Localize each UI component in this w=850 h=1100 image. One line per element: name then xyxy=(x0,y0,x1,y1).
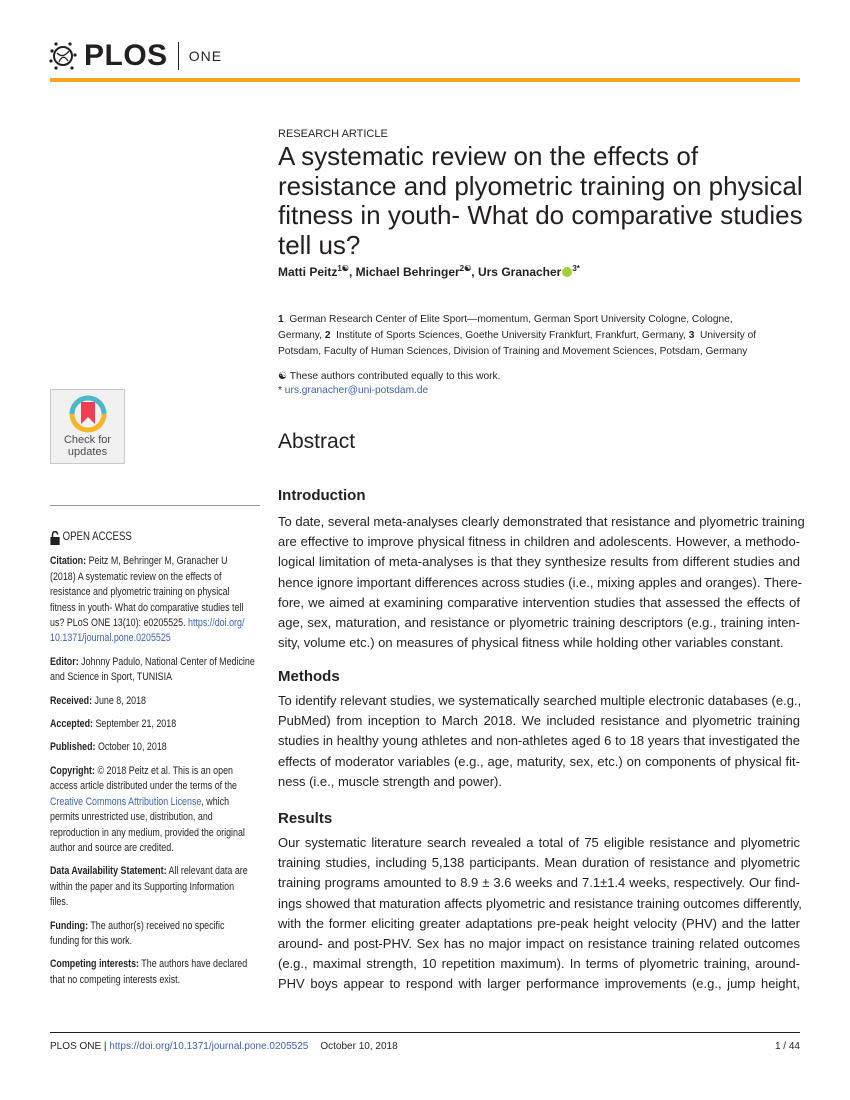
paragraph-line: effects of moderator variables (e.g., age, maturity, sex, etc.) on components of physical fit- xyxy=(278,753,800,769)
paragraph-line: PHV boys appear to respond with larger performance improvements (e.g., jump height, xyxy=(278,976,800,992)
paragraph-line: with the former eliciting greater adaptations pre-peak height velocity (PHV) and the latter xyxy=(278,915,800,931)
text: All relevant data are xyxy=(166,865,248,878)
author-name[interactable]: Urs Granacher xyxy=(477,265,562,279)
text: that no competing interests exist. xyxy=(50,973,181,986)
paragraph-line: hence ignore important differences across studies (i.e., mixing apples and oranges). There- xyxy=(278,574,803,590)
text: fitness in youth- What do comparative studies tell xyxy=(50,601,244,614)
text: reproduction in any medium, provided the original xyxy=(50,826,245,839)
text: access article distributed under the terms of the xyxy=(50,780,237,793)
link[interactable]: 10.1371/journal.pone.0205525 xyxy=(50,632,171,645)
paragraph-line: studies in healthy young athletes and non-athletes aged 6 to 18 years that investigated the xyxy=(278,733,800,749)
text-line xyxy=(50,841,260,856)
badge-line: Check for xyxy=(63,434,112,446)
paragraph-line: around- and post-PHV. Sex has no major impact on resistance training related outcomes xyxy=(278,936,800,952)
open-access-label xyxy=(50,530,260,545)
section-heading: Results xyxy=(278,810,333,827)
affiliations xyxy=(278,312,808,360)
bold-label: 3 xyxy=(688,330,695,341)
plos-one-logo xyxy=(48,36,222,76)
text: funding for this work. xyxy=(50,934,133,947)
article-type: RESEARCH ARTICLE xyxy=(278,128,388,140)
text-line xyxy=(50,895,260,910)
logo-subtext: ONE xyxy=(188,48,223,64)
paragraph-line: To identify relevant studies, we systematically searched multiple electronic databases (e.g., xyxy=(278,693,802,708)
text-line xyxy=(50,670,260,685)
text: Peitz M, Behringer M, Granacher U xyxy=(86,555,228,568)
text: resistance and plyometric training on physical xyxy=(50,586,230,599)
page-number: 1 / 44 xyxy=(774,1041,800,1052)
text-line xyxy=(50,585,260,600)
bold-label: 1 xyxy=(278,314,284,325)
text: © 2018 Peitz et al. This is an open xyxy=(94,764,233,777)
orcid-icon[interactable] xyxy=(562,267,572,277)
text-line xyxy=(50,919,260,934)
bold-label: Received: xyxy=(50,694,93,707)
text-line xyxy=(50,570,260,585)
text: Germany, xyxy=(278,330,325,341)
article-info-sidebar xyxy=(50,530,260,996)
text-line xyxy=(278,344,808,360)
sidebar-info-block xyxy=(50,554,260,646)
bold-label: Editor: xyxy=(50,655,79,668)
text: University of xyxy=(694,330,757,341)
text: October 10, 2018 xyxy=(95,741,167,754)
paragraph-line: sity, volume etc.) on measures of physical fitness while holding other variables constant. xyxy=(278,635,784,651)
paragraph-line: (e.g., maximal strength, 10 repetition maximum). In terms of plyometric training, around- xyxy=(278,956,800,972)
link[interactable]: urs.granacher@uni-potsdam.de xyxy=(284,385,429,396)
text-line xyxy=(50,554,260,569)
text: The authors have declared xyxy=(139,958,248,971)
author-name[interactable]: Matti Peitz xyxy=(278,265,338,279)
text: Institute of Sports Sciences, Goethe University Frankfurt, Frankfurt, Germany, xyxy=(330,330,689,341)
logo-divider xyxy=(178,42,179,70)
text-line xyxy=(50,795,260,810)
text: us? PLoS ONE 13(10): e0205525. xyxy=(50,617,189,630)
bold-label: Copyright: xyxy=(50,764,95,777)
text-line xyxy=(50,779,260,794)
paragraph-line: ings showed that maturation affects plyometric and resistance training outcomes differently, xyxy=(278,895,802,911)
text-line xyxy=(50,694,260,709)
title-line: tell us? xyxy=(278,229,361,260)
page-footer xyxy=(50,1041,800,1052)
footer-journal: PLOS ONE | xyxy=(50,1041,110,1052)
text-line xyxy=(278,370,500,384)
bold-label: 2 xyxy=(324,330,331,341)
text: Johnny Padulo, National Center of Medicine xyxy=(78,655,255,668)
text: * xyxy=(278,385,285,396)
paragraph-line: ness (i.e., muscle strength and power). xyxy=(278,773,502,789)
text: (2018) A systematic review on the effects of xyxy=(50,570,222,583)
footer-doi-link[interactable]: https://doi.org/10.1371/journal.pone.0205525 xyxy=(109,1041,309,1052)
sidebar-info-block xyxy=(50,694,260,709)
text-line xyxy=(50,631,260,646)
sidebar-info-block xyxy=(50,764,260,856)
abstract-heading: Abstract xyxy=(278,430,356,453)
paragraph-line: logical limitation of meta-analyses is that they synthesize results from different studies and xyxy=(278,554,800,570)
check-for-updates-badge[interactable] xyxy=(50,389,125,464)
paragraph-line: training programs amounted to 8.9 ± 3.6 weeks and 7.1±1.4 weeks, respectively. Our find- xyxy=(278,875,800,891)
sidebar-divider xyxy=(50,505,260,506)
bold-label: Accepted: xyxy=(50,718,94,731)
section-heading: Introduction xyxy=(278,487,366,504)
title-line: fitness in youth- What do comparative studies xyxy=(278,200,803,230)
text: and Science in Sport, TUNISIA xyxy=(50,671,173,684)
header-rule xyxy=(50,78,800,82)
open-lock-icon xyxy=(50,531,60,545)
article-title xyxy=(278,142,818,260)
footer-rule xyxy=(50,1032,800,1033)
text: The author(s) received no specific xyxy=(88,919,225,932)
paragraph-line: To date, several meta-analyses clearly demonstrated that resistance and plyometric training xyxy=(278,514,805,529)
sidebar-info-block xyxy=(50,957,260,988)
section-heading: Methods xyxy=(278,668,340,685)
footer-date: October 10, 2018 xyxy=(320,1041,398,1052)
badge-line: updates xyxy=(67,446,108,458)
paragraph-line: training studies, including 5,138 participants. Mean duration of resistance and plyometric xyxy=(278,855,800,871)
sidebar-info-block xyxy=(50,919,260,950)
text-line xyxy=(50,616,260,631)
text-line xyxy=(50,601,260,616)
text: Potsdam, Faculty of Human Sciences, Division of Training and Movement Sciences, Potsdam, Germany xyxy=(278,346,748,357)
bold-label: Funding: xyxy=(50,919,89,932)
introduction-paragraph xyxy=(278,512,805,653)
text-line xyxy=(50,880,260,895)
text-line xyxy=(50,864,260,879)
text-line xyxy=(50,717,260,732)
author-list: Matti Peitz$^{1☯}$, Michael Behringer$^{2☯}$, Urs Granacher $^{3*}$ xyxy=(278,264,580,279)
text: September 21, 2018 xyxy=(93,718,177,731)
methods-paragraph xyxy=(278,691,800,792)
logo-text: PLOS xyxy=(84,39,168,72)
text-line xyxy=(50,740,260,755)
text-line xyxy=(278,384,500,398)
sidebar-info-block xyxy=(50,740,260,755)
text-line xyxy=(50,764,260,779)
paragraph-line: PubMed) from inception to March 2018. We included resistance and plyometric training xyxy=(278,713,800,729)
plos-globe-icon xyxy=(48,41,78,71)
title-line: A systematic review on the effects of xyxy=(278,141,699,171)
bold-label: Published: xyxy=(50,741,96,754)
sidebar-info-block xyxy=(50,655,260,686)
bold-label: Data Availability Statement: xyxy=(50,865,167,878)
title-line: resistance and plyometric training on physical xyxy=(278,170,803,201)
text: author and source are credited. xyxy=(50,841,174,854)
bold-label: Citation: xyxy=(50,555,87,568)
text-line xyxy=(278,328,808,344)
text-line xyxy=(278,312,808,328)
author-sup: 2☯ xyxy=(459,264,472,273)
bold-label: Competing interests: xyxy=(50,958,140,971)
text: June 8, 2018 xyxy=(92,694,146,707)
paragraph-line: are effective to improve physical fitness in children and adolescents. However, a methodo- xyxy=(278,534,800,550)
sidebar-info-block xyxy=(50,864,260,910)
text-line xyxy=(50,810,260,825)
text-line xyxy=(50,655,260,670)
text-line xyxy=(50,957,260,972)
author-name[interactable]: Michael Behringer xyxy=(355,265,460,279)
text: ☯ These authors contributed equally to this work. xyxy=(278,371,501,382)
text-line xyxy=(50,826,260,841)
author-sup: 1☯ xyxy=(337,264,349,273)
text-line xyxy=(50,973,260,988)
text: files. xyxy=(50,896,69,909)
text: German Research Center of Elite Sport—momentum, German Sport University Cologne, Cologne, xyxy=(283,314,733,325)
link[interactable]: https://doi.org/ xyxy=(188,617,245,630)
author-notes xyxy=(278,370,500,398)
paragraph-line: fore, we aimed at examining comparative intervention studies that assessed the effects of xyxy=(278,594,800,610)
text: , which xyxy=(201,795,230,808)
link[interactable]: Creative Commons Attribution License xyxy=(50,795,202,808)
text: within the paper and its Supporting Information xyxy=(50,880,235,893)
text: permits unrestricted use, distribution, and xyxy=(50,811,213,824)
open-access-text: OPEN ACCESS xyxy=(62,531,132,543)
paragraph-line: age, sex, maturation, and resistance or plyometric training descriptors (e.g., training inten- xyxy=(278,615,800,631)
bookmark-ring-icon xyxy=(68,394,108,434)
sidebar-info-block xyxy=(50,717,260,732)
paragraph-line: Our systematic literature search revealed a total of 75 eligible resistance and plyometric xyxy=(278,835,800,850)
author-sup: 3* xyxy=(572,264,580,273)
results-paragraph xyxy=(278,833,800,995)
text-line xyxy=(50,934,260,949)
